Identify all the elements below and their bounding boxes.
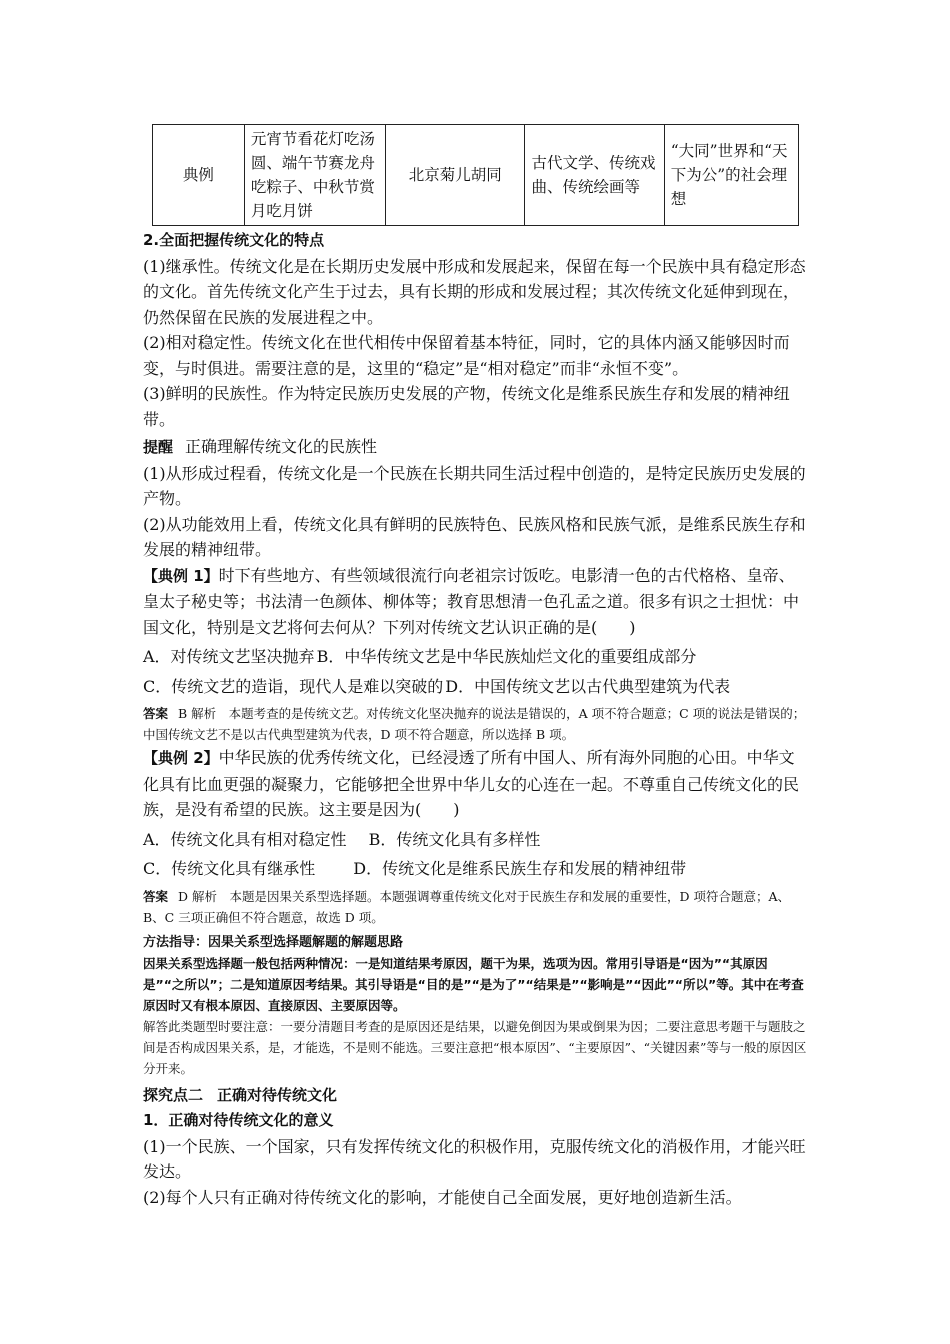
method-body-text: 解答此类题型时要注意：一要分清题目考查的是原因还是结果，以避免倒因为果或倒果为因；二要注意思考题干与题肢之间是否构成因果关系，是，才能选，不是则不能选。三要注意把“根本原因”、“主要原因”、“关键因素”等与一般的原因区分开来。 xyxy=(143,1018,807,1076)
option: B．中华传统文艺是中华民族灿烂文化的重要组成部分 xyxy=(316,647,697,666)
option: D．中国传统文艺以古代典型建筑为代表 xyxy=(445,676,731,696)
paragraph: (2)每个人只有正确对待传统文化的影响，才能使自己全面发展，更好地创造新生活。 xyxy=(143,1187,742,1207)
section-heading xyxy=(143,1083,808,1109)
examples-table xyxy=(152,124,799,226)
part-label: 探究点二 xyxy=(143,1085,204,1104)
option-row xyxy=(143,644,808,670)
answer-text: B 解析 本题考查的是传统文艺。对传统文化坚决抛弃的说法是错误的，A 项不符合题意；C 项的说法是错误的；中国传统文艺不是以古代典型建筑为代表，D 项不符合题意，所以选择 B 项。 xyxy=(143,706,806,742)
table-row xyxy=(153,125,799,226)
method-title: 方法指导：因果关系型选择题解题的解题思路 xyxy=(143,934,404,950)
answer-label: 答案 xyxy=(143,888,169,904)
table-cell: 元宵节看花灯吃汤圆、端午节赛龙舟吃粽子、中秋节赏月吃月饼 xyxy=(244,125,385,226)
option: C．传统文化具有继承性 xyxy=(143,859,316,878)
paragraph: (1)一个民族、一个国家，只有发挥传统文化的积极作用，克服传统文化的消极作用，才能兴旺发达。 xyxy=(143,1136,806,1181)
option: A．对传统文艺坚决抛弃 xyxy=(143,647,315,666)
example-label: 【典例 1】 xyxy=(143,566,219,585)
main-content xyxy=(143,228,808,1210)
paragraph: (2)相对稳定性。传统文化在世代相传中保留着基本特征，同时，它的具体内涵又能够因时而变，与时俱进。需要注意的是，这里的“稳定”是“相对稳定”而非“永恒不变”。 xyxy=(143,333,790,378)
part-title: 正确对待传统文化 xyxy=(217,1085,338,1104)
answer-block xyxy=(143,703,808,745)
option-row xyxy=(143,856,808,882)
option: A．传统文化具有相对稳定性 xyxy=(143,829,347,849)
tip-label: 提醒 xyxy=(143,438,174,456)
tip-heading xyxy=(143,434,808,461)
answer-label: 答案 xyxy=(143,706,169,721)
method-bold-text: 因果关系型选择题一般包括两种情况：一是知道结果考原因，题干为果，选项为因。常用引导语是“因为”“其原因是”“之所以”；二是知道原因考结果。其引导语是“目的是”“是为了”“结果是”“影响是”“因此”“所以”等。其中在考查原因时又有根本原因、直接原因、主要原因等。 xyxy=(143,955,804,1013)
paragraph: (3)鲜明的民族性。作为特定民族历史发展的产物，传统文化是维系民族生存和发展的精神纽带。 xyxy=(143,384,790,429)
tip-title: 正确理解传统文化的民族性 xyxy=(185,437,378,456)
table-cell: 北京菊儿胡同 xyxy=(386,125,525,226)
paragraph: (2)从功能效用上看，传统文化具有鲜明的民族特色、民族风格和民族气派，是维系民族生存和发展的精神纽带。 xyxy=(143,514,806,559)
example-text: 中华民族的优秀传统文化，已经浸透了所有中国人、所有海外同胞的心田。中华文化具有比血更强的凝聚力，它能够把全世界中华儿女的心连在一起。不尊重自己传统文化的民族，是没有希望的民族。这主要是因为( ) xyxy=(143,748,800,819)
sub-heading: 1．正确对待传统文化的意义 xyxy=(143,1111,334,1129)
example-text: 时下有些地方、有些领域很流行向老祖宗讨饭吃。电影清一色的古代格格、皇帝、皇太子秘史等；书法清一色颜体、柳体等；教育思想清一色孔孟之道。很多有识之士担忧：中国文化，特别是文艺将何去何从？下列对传统文艺认识正确的是( ) xyxy=(143,565,800,637)
example-2-stem xyxy=(143,745,808,823)
example-label: 【典例 2】 xyxy=(143,749,219,767)
answer-text: D 解析 本题是因果关系型选择题。本题强调尊重传统文化对于民族生存和发展的重要性，D 项符合题意；A、B、C 三项正确但不符合题意，故选 D 项。 xyxy=(143,888,791,925)
option: D．传统文化是维系民族生存和发展的精神纽带 xyxy=(353,859,687,878)
option-row xyxy=(143,827,808,853)
paragraph: (1)从形成过程看，传统文化是一个民族在长期共同生活过程中创造的，是特定民族历史发展的产物。 xyxy=(143,463,806,508)
example-1-stem xyxy=(143,563,808,641)
option: B．传统文化具有多样性 xyxy=(368,829,541,849)
option: C．传统文艺的造诣，现代人是难以突破的 xyxy=(143,676,444,696)
table-cell: 古代文学、传统戏曲、传统绘画等 xyxy=(525,125,664,226)
section-heading: 2.全面把握传统文化的特点 xyxy=(143,231,325,249)
paragraph: (1)继承性。传统文化是在长期历史发展中形成和发展起来，保留在每一个民族中具有稳定形态的文化。首先传统文化产生于过去，具有长期的形成和发展过程；其次传统文化延伸到现在，仍然保留在民族的发展进程之中。 xyxy=(143,256,806,327)
answer-block xyxy=(143,886,808,928)
option-row xyxy=(143,674,808,700)
table-row-label: 典例 xyxy=(153,125,245,226)
table-cell: “大同”世界和“天下为公”的社会理想 xyxy=(664,125,798,226)
